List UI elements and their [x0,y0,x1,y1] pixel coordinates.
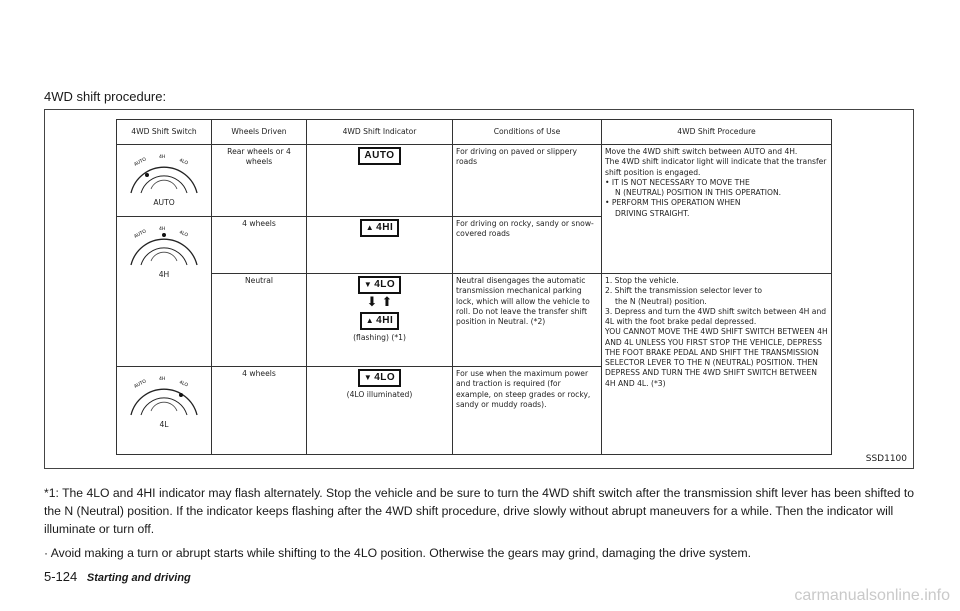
note-avoid-turn: · Avoid making a turn or abrupt starts while shifting to the 4LO position. Otherwise the gears may grind, damaging the drive system. [44,546,751,561]
shift-procedure-figure [44,109,914,469]
svg-text:4LO: 4LO [178,230,189,239]
indicator-neutral-cell [307,274,453,367]
svg-text:4H: 4H [159,227,166,232]
driven-neutral: Neutral [212,274,307,367]
svg-text:4LO: 4LO [178,380,189,389]
shift-table [116,119,832,455]
intro-heading: 4WD shift procedure: [44,89,167,104]
driven-auto: Rear wheels or 4 wheels [212,145,307,217]
switch-label-4l: 4L [159,420,169,429]
alternate-arrows-icon: ⬇ ⬆ [366,295,393,310]
indicator-auto: AUTO [358,147,400,165]
header-procedure: 4WD Shift Procedure [602,120,832,145]
proc1-line: Move the 4WD shift switch between AUTO and 4H. [605,147,798,156]
svg-text:4LO: 4LO [178,158,189,167]
header-switch: 4WD Shift Switch [117,120,212,145]
flashing-note: (flashing) (*1) [353,333,406,342]
page-footer [44,569,191,584]
procedure-4h-4l [602,274,832,455]
header-wheels: Wheels Driven [212,120,307,145]
condition-4h: For driving on rocky, sandy or snow-covered roads [453,217,602,274]
procedure-auto-4h [602,145,832,274]
driven-4l: 4 wheels [212,367,307,455]
down-triangle-icon: ▼ [363,373,373,382]
svg-text:4H: 4H [159,377,166,382]
lo-illuminated-note: (4LO illuminated) [346,390,413,399]
proc1-line: • PERFORM THIS OPERATION WHEN [605,198,741,208]
svg-text:AUTO: AUTO [133,157,148,168]
switch-label-auto: AUTO [153,198,175,207]
proc1-line: DRIVING STRAIGHT. [615,208,690,218]
table-header-row [117,120,832,145]
proc2-line: 2. Shift the transmission selector lever to [605,286,762,296]
driven-4h: 4 wheels [212,217,307,274]
header-conditions: Conditions of Use [453,120,602,145]
dial-auto-icon [125,149,203,197]
proc2-line: the N (Neutral) position. [615,296,707,306]
svg-text:AUTO: AUTO [133,379,148,390]
condition-auto: For driving on paved or slippery roads [453,145,602,217]
condition-4l: For use when the maximum power and traction is required (for example, on steep grades or rocky, sandy or muddy roads). [453,367,602,455]
header-indicator: 4WD Shift Indicator [307,120,453,145]
switch-cell-4h [117,217,212,367]
note-flash: *1: The 4LO and 4HI indicator may flash alternately. Stop the vehicle and be sure to turn the 4WD shift switch after the transmission shift lever has been shifted to the N (Neutral) position. If the indicator keeps flashing after the 4WD shift procedure, drive slowly without abrupt maneuvers for a while. Then the indicator will illuminate or turn off. [44,486,915,537]
watermark: carmanualsonline.info [794,587,950,604]
up-triangle-icon: ▲ [365,316,375,325]
proc2-line: YOU CANNOT MOVE THE 4WD SHIFT SWITCH BETWEEN 4H AND 4L UNLESS YOU FIRST STOP THE VEHICLE, DEPRESS THE FOOT BRAKE PEDAL AND SHIFT THE TRANSMISSION SELECTOR LEVER TO THE N (NEUTRAL) POSITION. THEN DEPRESS AND TURN THE 4WD SHIFT SWITCH BETWEEN 4H AND 4L. (*3) [605,327,828,388]
figure-code: SSD1100 [865,454,907,464]
down-triangle-icon: ▼ [363,280,373,289]
dial-4h-icon [125,221,203,269]
indicator-4hi-cell [307,217,453,274]
proc1-line: The 4WD shift indicator light will indicate that the transfer shift position is engaged. [605,157,827,177]
table-row [117,145,832,217]
up-triangle-icon: ▲ [365,223,375,232]
indicator-4hi: ▲ 4HI [360,219,399,237]
proc2-line: 1. Stop the vehicle. [605,276,679,285]
dial-4l-icon [125,371,203,419]
proc1-line: N (NEUTRAL) POSITION IN THIS OPERATION. [615,188,782,197]
indicator-4lo: ▼ 4LO [358,369,401,387]
indicator-4hi-flash: ▲ 4HI [360,312,399,330]
notes [44,484,916,568]
svg-text:AUTO: AUTO [133,229,148,240]
proc1-line: • IT IS NOT NECESSARY TO MOVE THE [605,177,750,187]
indicator-4lo-cell [307,367,453,455]
indicator-auto-cell [307,145,453,217]
section-name: Starting and driving [86,572,191,584]
proc2-line: 3. Depress and turn the 4WD shift switch between 4H and 4L with the foot brake pedal depressed. [605,306,827,326]
table-row [117,274,832,367]
switch-cell-4l [117,367,212,455]
svg-text:4H: 4H [159,155,166,160]
switch-label-4h: 4H [158,270,170,279]
page-number: 5-124 [44,569,78,584]
indicator-4lo: ▼ 4LO [358,276,401,294]
condition-neutral: Neutral disengages the automatic transmission mechanical parking lock, which will allow the vehicle to roll. Do not leave the transfer shift position in Neutral. (*2) [453,274,602,367]
switch-cell-auto [117,145,212,217]
